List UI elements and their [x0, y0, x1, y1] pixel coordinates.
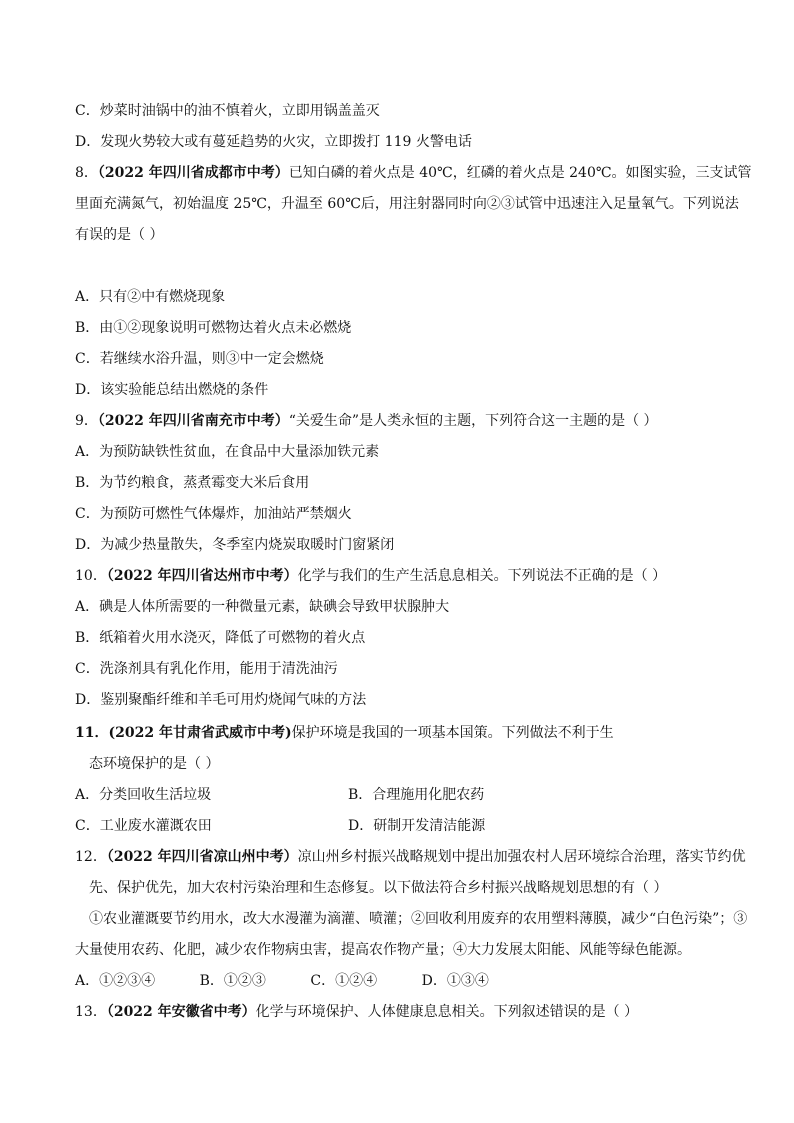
q12-text: 凉山州乡村振兴战略规划中提出加强农村人居环境综合治理，落实节约优	[297, 849, 746, 865]
q11-stem-line1	[75, 724, 614, 742]
q13-number: 13．	[75, 1004, 107, 1020]
q8-stem-line1	[75, 164, 752, 182]
q11-options-row1	[75, 786, 211, 804]
q8-stem-line2: 里面充满氮气，初始温度 25℃，升温至 60℃后，用注射器同时向②③试管中迅速注入足量氧气。下列说法	[75, 196, 739, 212]
q11-text: 保护环境是我国的一项基本国策。下列做法不利于生	[291, 725, 614, 741]
q11-number: 11．	[75, 725, 109, 741]
q8-stem-line3: 有误的是（ ）	[75, 227, 164, 243]
q9-option-d: D．为减少热量散失，冬季室内烧炭取暖时门窗紧闭	[75, 537, 395, 553]
q8-text: 已知白磷的着火点是 40℃，红磷的着火点是 240℃。如图实验，三支试管	[288, 165, 752, 181]
q8-number: 8．	[75, 165, 98, 181]
q12-number: 12．	[75, 849, 107, 865]
q10-number: 10．	[75, 568, 107, 584]
q10-source: （2022 年四川省达州市中考）	[106, 568, 298, 584]
q11-stem-line2: 态环境保护的是（ ）	[89, 756, 220, 772]
q9-source: （2022 年四川省南充市中考）	[97, 413, 289, 429]
q7-option-c: C．炒菜时油锅中的油不慎着火，立即用锅盖盖灭	[75, 103, 380, 119]
q10-text: 化学与我们的生产生活息息相关。下列说法不正确的是（ ）	[297, 568, 667, 584]
q12-stem-line1	[75, 848, 746, 866]
q11-option-a: A．分类回收生活垃圾	[75, 787, 212, 803]
q9-text: “关爱生命”是人类永恒的主题，下列符合这一主题的是（ ）	[288, 413, 658, 429]
q8-option-a: A．只有②中有燃烧现象	[75, 289, 226, 305]
q8-option-d: D．该实验能总结出燃烧的条件	[75, 382, 269, 398]
q12-source: （2022 年四川省凉山州中考）	[106, 849, 298, 865]
q10-option-b: B．纸箱着火用水浇灭，降低了可燃物的着火点	[75, 630, 366, 646]
q8-source: （2022 年四川省成都市中考）	[97, 165, 289, 181]
q12-stem-line3: ①农业灌溉要节约用水，改大水漫灌为滴灌、喷灌；②回收利用废弃的农用塑料薄膜，减少“白色污染”；③	[89, 911, 748, 927]
q10-option-d: D．鉴别聚酯纤维和羊毛可用灼烧闻气味的方法	[75, 692, 367, 708]
q11-option-b: B．合理施用化肥农药	[348, 787, 485, 803]
q11-options-row2	[75, 817, 212, 835]
q10-option-c: C．洗涤剂具有乳化作用，能用于清洗油污	[75, 661, 338, 677]
q9-number: 9．	[75, 413, 98, 429]
q11-option-c: C．工业废水灌溉农田	[75, 818, 212, 834]
q13-source: （2022 年安徽省中考）	[106, 1004, 256, 1020]
q9-option-b: B．为节约粮食，蒸煮霉变大米后食用	[75, 475, 310, 491]
q11-source: (2022 年甘肃省武威市中考)	[108, 725, 292, 741]
q10-option-a: A．碘是人体所需要的一种微量元素，缺碘会导致甲状腺肿大	[75, 599, 450, 615]
q12-options: A．①②③④ B．①②③ C．①②④ D．①③④	[75, 973, 489, 989]
q12-stem-line4: 大量使用农药、化肥，减少农作物病虫害，提高农作物产量；④大力发展太阳能、风能等绿色能源。	[75, 942, 691, 958]
q9-stem	[75, 412, 658, 430]
q11-option-d: D．研制开发清洁能源	[348, 818, 486, 834]
q12-stem-line2: 先、保护优先，加大农村污染治理和生态修复。以下做法符合乡村振兴战略规划思想的有（ ）	[89, 880, 668, 896]
q13-stem	[75, 1003, 638, 1021]
q8-option-b: B．由①②现象说明可燃物达着火点未必燃烧	[75, 320, 352, 336]
q9-option-a: A．为预防缺铁性贫血，在食品中大量添加铁元素	[75, 444, 380, 460]
q9-option-c: C．为预防可燃性气体爆炸，加油站严禁烟火	[75, 506, 352, 522]
q10-stem	[75, 567, 666, 585]
q7-option-d: D．发现火势较大或有蔓延趋势的火灾，立即拨打 119 火警电话	[75, 134, 472, 150]
q13-text: 化学与环境保护、人体健康息息相关。下列叙述错误的是（ ）	[255, 1004, 639, 1020]
q8-option-c: C．若继续水浴升温，则③中一定会燃烧	[75, 351, 324, 367]
